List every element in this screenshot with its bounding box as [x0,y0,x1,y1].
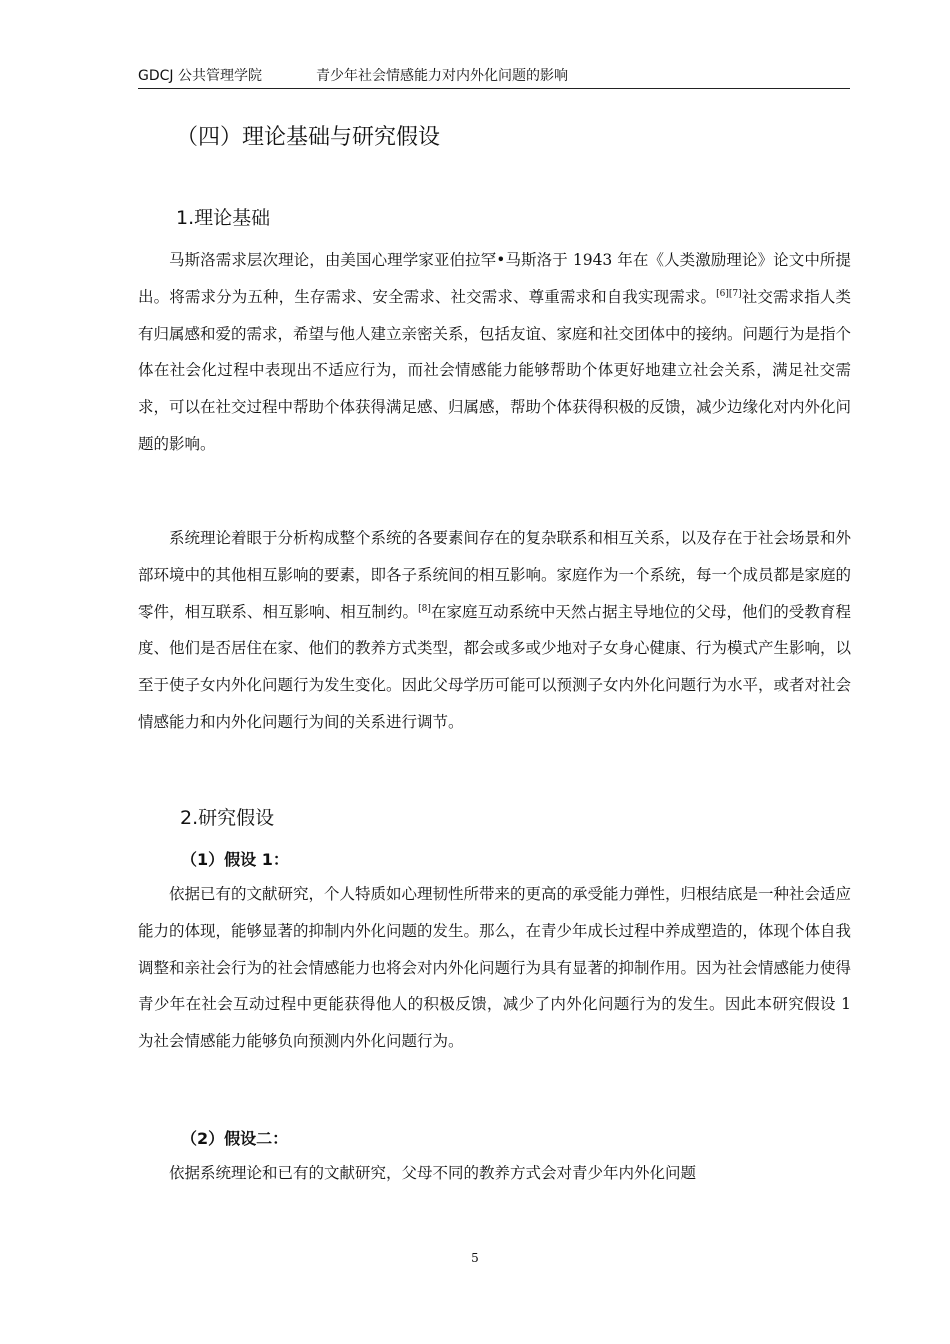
citation-6-7: [6][7] [716,288,742,299]
paragraph-maslow [138,242,851,463]
header-thesis-title: 青少年社会情感能力对内外化问题的影响 [316,68,568,84]
page-number: 5 [471,1251,479,1265]
citation-8: [8] [418,603,431,614]
paragraph-systems-text-a: 系统理论着眼于分析构成整个系统的各要素间存在的复杂联系和相互关系，以及存在于社会场景和外部环境中的其他相互影响的要素，即各子系统间的相互影响。家庭作为一个系统，每一个成员都是家庭的零件，相互联系、相互影响、相互制约。 [138,529,852,621]
header-institution: GDCJ 公共管理学院 [138,68,262,84]
paragraph-maslow-text-b: 社交需求指人类有归属感和爱的需求，希望与他人建立亲密关系，包括友谊、家庭和社交团体中的接纳。问题行为是指个体在社会化过程中表现出不适应行为，而社会情感能力能够帮助个体更好地建立社会关系，满足社交需求，可以在社交过程中帮助个体获得满足感、归属感，帮助个体获得积极的反馈，减少边缘化对内外化问题的影响。 [138,287,852,453]
paragraph-systems-text-b: 在家庭互动系统中天然占据主导地位的父母，他们的受教育程度、他们是否居住在家、他们的教养方式类型，都会或多或少地对子女身心健康、行为模式产生影响，以至于使子女内外化问题行为发生变化。因此父母学历可能可以预测子女内外化问题行为水平，或者对社会情感能力和内外化问题行为间的关系进行调节。 [138,602,852,731]
subsection-heading-hypotheses: 2.研究假设 [180,807,275,829]
paragraph-hypothesis-2: 依据系统理论和已有的文献研究，父母不同的教养方式会对青少年内外化问题 [169,1164,697,1182]
hypothesis-2-heading: （2）假设二： [181,1129,289,1148]
paragraph-systems-theory [138,520,851,741]
paragraph-hypothesis-1: 依据已有的文献研究，个人特质如心理韧性所带来的更高的承受能力弹性，归根结底是一种社会适应能力的体现，能够显著的抑制内外化问题的发生。那么，在青少年成长过程中养成塑造的，体现个体自我调整和亲社会行为的社会情感能力也将会对内外化问题行为具有显著的抑制作用。因为社会情感能力使得青少年在社会互动过程中更能获得他人的积极反馈，减少了内外化问题行为的发生。因此本研究假设 1 为社会情感能力能够负向预测内外化问题行为。 [138,885,852,1051]
section-heading: （四）理论基础与研究假设 [176,125,441,150]
hypothesis-1-heading: （1）假设 1： [181,850,289,869]
page-header [138,66,850,89]
paragraph-maslow-text-a: 马斯洛需求层次理论，由美国心理学家亚伯拉罕•马斯洛于 1943 年在《人类激励理论》论文中所提出。将需求分为五种，生存需求、安全需求、社交需求、尊重需求和自我实现需求。 [138,251,851,306]
subsection-heading-theory: 1.理论基础 [176,207,271,229]
